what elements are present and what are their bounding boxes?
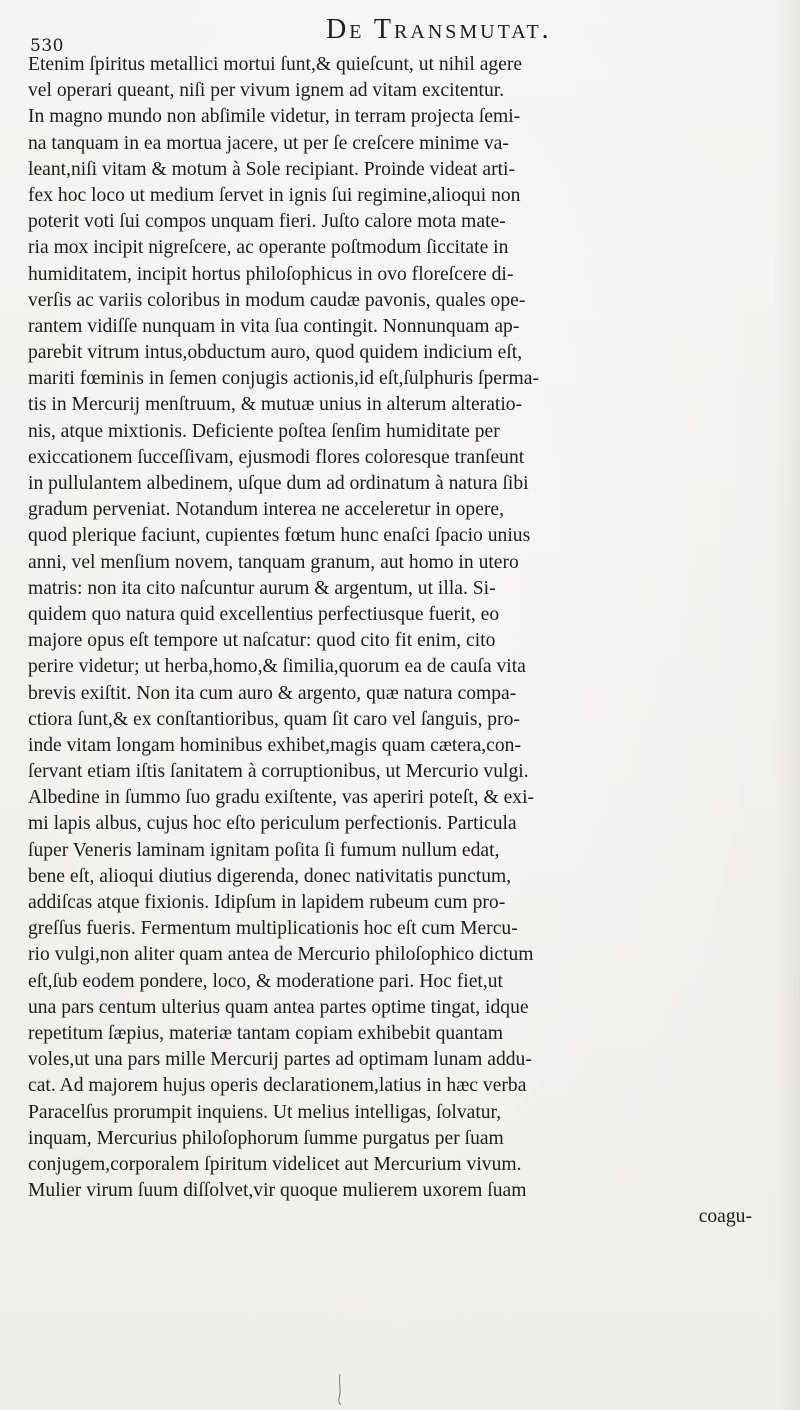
text-line: addiſcas atque fixionis. Idipſum in lapidem rubeum cum pro- — [28, 892, 506, 913]
text-line: brevis exiſtit. Non ita cum auro & argento, quæ natura compa- — [28, 682, 517, 704]
text-line: mariti fœminis in ſemen conjugis actionis,id eſt,ſulphuris ſperma- — [28, 368, 539, 390]
text-line: tis in Mercurij menſtruum, & mutuæ unius in alterum alteratio- — [28, 394, 523, 416]
catchword: coagu- — [698, 1206, 752, 1228]
text-line: repetitum ſæpius, materiæ tantam copiam exhibebit quantam — [28, 1022, 504, 1044]
text-line: perire videtur; ut herba,homo,& ſimilia,quorum ea de cauſa vita — [28, 656, 526, 678]
text-line: in pullulantem albedinem, uſque dum ad ordinatum à natura ſibi — [28, 473, 529, 494]
text-line: majore opus eſt tempore ut naſcatur: quod cito fit enim, cito — [28, 630, 496, 652]
text-line: una pars centum ulterius quam antea partes optime tingat, idque — [28, 996, 529, 1018]
body-text — [28, 52, 770, 1230]
text-line: ſervant etiam iſtis ſanitatem à corruptionibus, ut Mercurio vulgi. — [28, 761, 529, 783]
ink-mark-icon — [334, 1372, 346, 1406]
text-line: rio vulgi,non aliter quam antea de Mercurio philoſophico dictum — [28, 944, 534, 966]
text-line: poterit voti ſui compos unquam fieri. Juſto calore mota mate- — [28, 211, 506, 233]
text-line: matris: non ita cito naſcuntur aurum & argentum, ut illa. Si- — [28, 577, 496, 599]
text-line: ctiora ſunt,& ex conſtantioribus, quam ſit caro vel ſanguis, pro- — [28, 708, 520, 730]
page-edge-shadow — [774, 0, 800, 1410]
text-line: inquam, Mercurius philoſophorum ſumme purgatus per ſuam — [28, 1127, 504, 1149]
text-line: ſuper Veneris laminam ignitam poſita ſi fumum nullum edat, — [28, 839, 500, 861]
text-line: voles,ut una pars mille Mercurij partes ad optimam lunam addu- — [28, 1049, 532, 1071]
text-line: eſt,ſub eodem pondere, loco, & moderatione pari. Hoc fiet,ut — [28, 970, 503, 992]
text-line: greſſus fueris. Fermentum multiplicationis hoc eſt cum Mercu- — [28, 918, 518, 940]
text-line: rantem vidiſſe nunquam in vita ſua contingit. Nonnunquam ap- — [28, 315, 520, 337]
text-line: humiditatem, incipit hortus philoſophicus in ovo floreſcere di- — [28, 263, 514, 285]
text-line: Mulier virum ſuum diſſolvet,vir quoque mulierem uxorem ſuam — [28, 1180, 527, 1202]
text-line: quod plerique faciunt, cupientes fœtum hunc enaſci ſpacio unius — [28, 525, 531, 547]
page-header — [22, 14, 762, 54]
text-line: gradum perveniat. Notandum interea ne acceleretur in opere, — [28, 499, 505, 521]
text-line: Albedine in ſummo ſuo gradu exiſtente, vas aperiri poteſt, & exi- — [28, 787, 535, 809]
text-line: verſis ac variis coloribus in modum caudæ pavonis, quales ope- — [28, 289, 526, 311]
text-line: cat. Ad majorem hujus operis declarationem,latius in hæc verba — [28, 1075, 527, 1097]
text-line: fex hoc loco ut medium ſervet in ignis ſui regimine,alioqui non — [28, 184, 521, 206]
text-line: conjugem,corporalem ſpiritum videlicet aut Mercurium vivum. — [28, 1153, 522, 1175]
text-line: nis, atque mixtionis. Deficiente poſtea ſenſim humiditate per — [28, 420, 500, 442]
text-line: Paracelſus prorumpit inquiens. Ut melius intelligas, ſolvatur, — [28, 1101, 502, 1123]
running-head: De Transmutat. — [326, 14, 552, 45]
text-line: In magno mundo non abſimile videtur, in terram projecta ſemi- — [28, 106, 521, 128]
text-line: mi lapis albus, cujus hoc eſto periculum perfectionis. Particula — [28, 813, 517, 835]
text-line: Etenim ſpiritus metallici mortui ſunt,& quieſcunt, ut nihil agere — [28, 54, 523, 75]
text-line: ria mox incipit nigreſcere, ac operante poſtmodum ſiccitate in — [28, 237, 509, 259]
text-line: exiccationem ſucceſſivam, ejusmodi flores coloresque tranſeunt — [28, 446, 525, 468]
text-line: vel operari queant, niſi per vivum ignem ad vitam excitentur. — [28, 80, 505, 102]
text-line: anni, vel menſium novem, tanquam granum, aut homo in utero — [28, 551, 519, 573]
text-line: inde vitam longam hominibus exhibet,magis quam cætera,con- — [28, 734, 522, 756]
text-line: quidem quo natura quid excellentius perfectiusque fuerit, eo — [28, 603, 500, 625]
text-line: leant,niſi vitam & motum à Sole recipiant. Proinde videat arti- — [28, 158, 516, 180]
page-number: 530 — [30, 36, 64, 56]
text-line: na tanquam in ea mortua jacere, ut per ſe creſcere minime va- — [28, 132, 509, 154]
text-line: parebit vitrum intus,obductum auro, quod quidem indicium eſt, — [28, 342, 523, 364]
text-line: bene eſt, alioqui diutius digerenda, donec nativitatis punctum, — [28, 865, 512, 887]
